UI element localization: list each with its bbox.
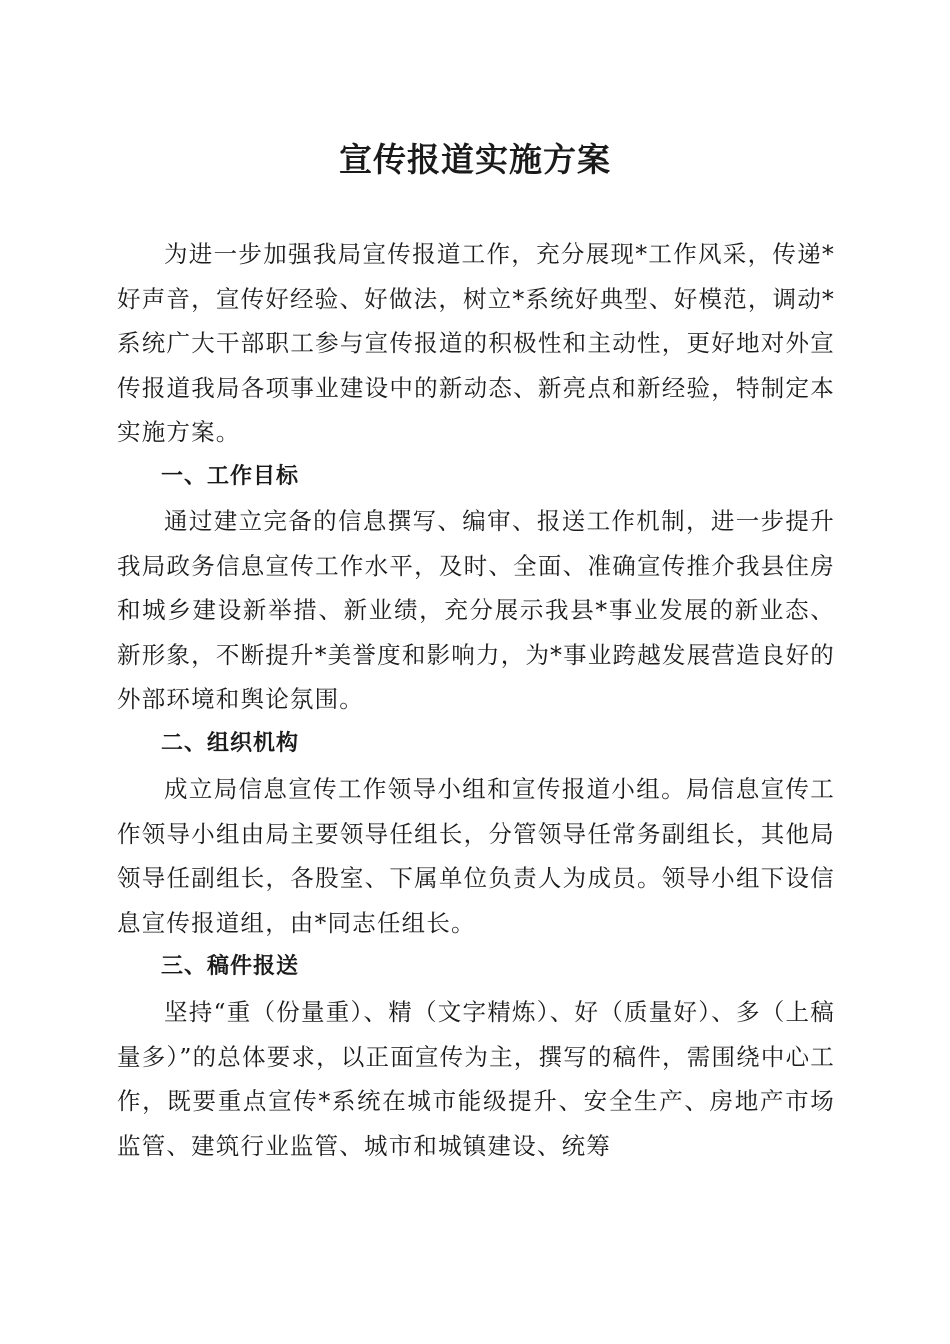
section-3-heading-block <box>117 945 835 990</box>
section-3-body-block <box>117 990 835 1168</box>
section-1-heading-block <box>117 455 835 500</box>
section-paragraph: 坚持“重（份量重）、精（文字精炼）、好（质量好）、多（上稿量多）”的总体要求，以正面宣传为主，撰写的稿件，需围绕中心工作，既要重点宣传*系统在城市能级提升、安全生产、房地产市场监管、建筑行业监管、城市和城镇建设、统筹 <box>117 998 835 1160</box>
intro-block <box>117 232 835 455</box>
section-paragraph: 成立局信息宣传工作领导小组和宣传报道小组。局信息宣传工作领导小组由局主要领导任组长，分管领导任常务副组长，其他局领导任副组长，各股室、下属单位负责人为成员。领导小组下设信息宣传报道组，由*同志任组长。 <box>117 775 835 937</box>
section-1-body-block <box>117 499 835 722</box>
section-heading: 二、组织机构 <box>161 731 300 756</box>
section-2-body-block <box>117 767 835 945</box>
document-title: 宣传报道实施方案 <box>339 140 611 179</box>
section-heading: 一、工作目标 <box>161 464 300 489</box>
intro-paragraph: 为进一步加强我局宣传报道工作，充分展现*工作风采，传递*好声音，宣传好经验、好做法，树立*系统好典型、好模范，调动*系统广大干部职工参与宣传报道的积极性和主动性，更好地对外宣传报道我局各项事业建设中的新动态、新亮点和新经验，特制定本实施方案。 <box>117 240 835 447</box>
section-2-heading-block <box>117 722 835 767</box>
section-paragraph: 通过建立完备的信息撰写、编审、报送工作机制，进一步提升我局政务信息宣传工作水平，及时、全面、准确宣传推介我县住房和城乡建设新举措、新业绩，充分展示我县*事业发展的新业态、新形象，不断提升*美誉度和影响力，为*事业跨越发展营造良好的外部环境和舆论氛围。 <box>117 507 835 714</box>
section-heading: 三、稿件报送 <box>161 954 300 979</box>
